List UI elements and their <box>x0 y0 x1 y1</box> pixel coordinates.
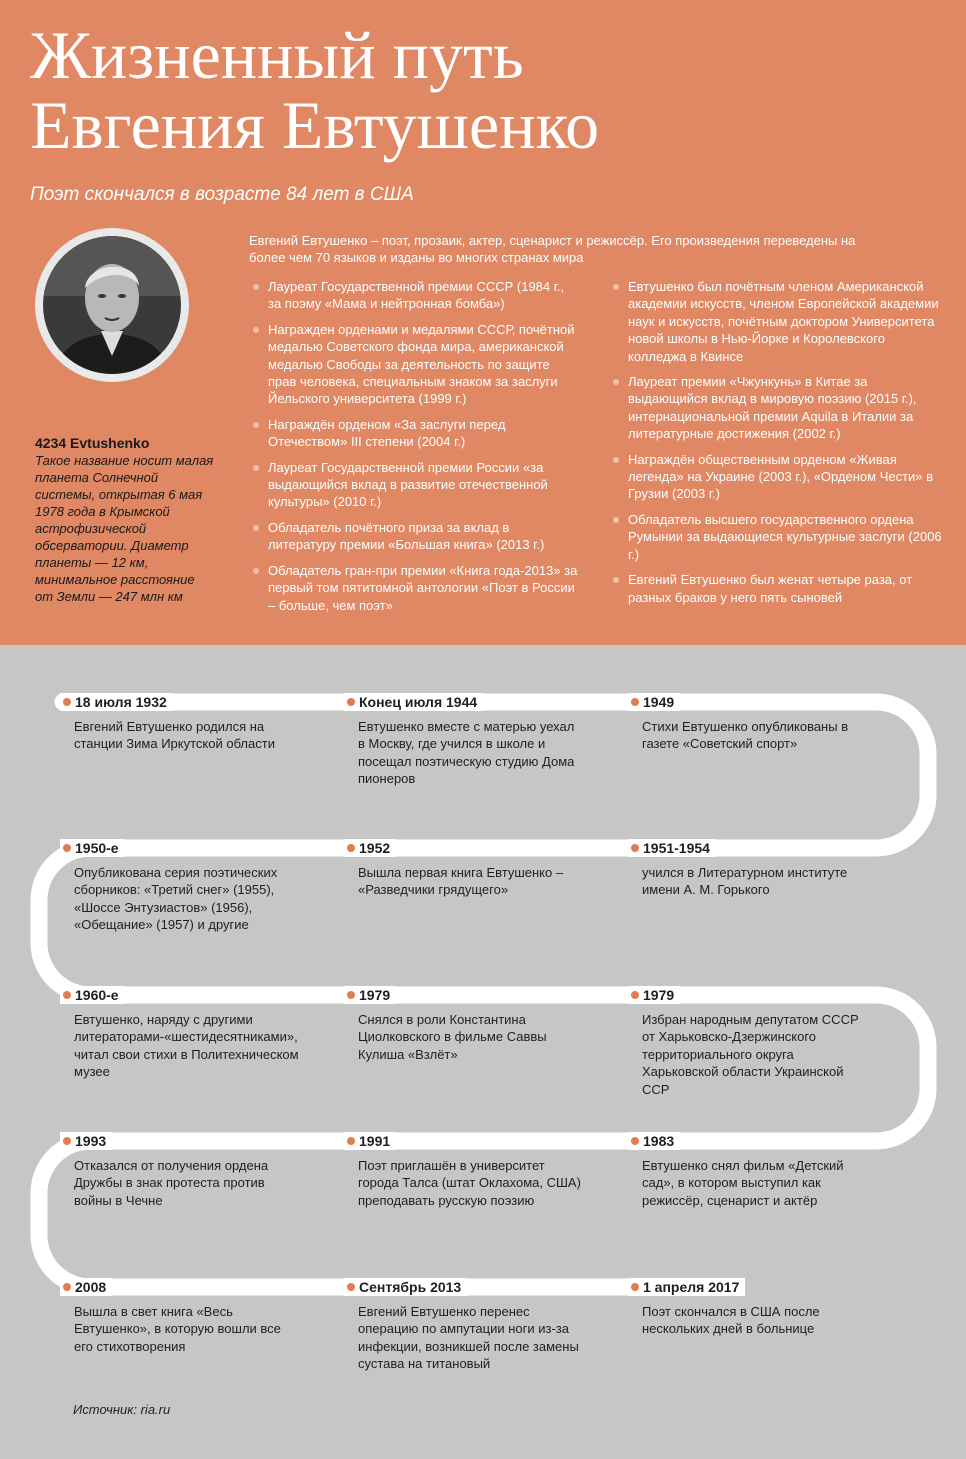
event-text: Евгений Евтушенко перенес операцию по ампутации ноги из-за инфекции, возникшей после замены сустава на титановый <box>358 1304 579 1372</box>
event-date: Конец июля 1944 <box>344 693 483 711</box>
intro-text: Евгений Евтушенко – поэт, прозаик, актер, сценарист и режиссёр. Его произведения переведены на более чем 70 языков и изданы во многих странах мира <box>249 233 856 265</box>
fact-item: Награждён общественным орденом «Живая легенда» на Украине (2003 г.), «Орденом Чести» в Грузии (2003 г.) <box>610 451 945 503</box>
event-text: Поэт скончался в США после нескольких дней в больнице <box>642 1304 820 1337</box>
timeline-event <box>60 986 300 1081</box>
event-date: 2008 <box>60 1278 112 1296</box>
event-date: 1960-е <box>60 986 125 1004</box>
title-line-1: Жизненный путь <box>30 17 524 93</box>
title-line-2: Евгения Евтушенко <box>30 87 600 163</box>
timeline-event <box>344 693 584 788</box>
timeline-event <box>344 986 584 1063</box>
fact-item: Обладатель почётного приза за вклад в литературу премии «Большая книга» (2013 г.) <box>250 519 580 554</box>
event-date: Сентябрь 2013 <box>344 1278 467 1296</box>
event-text: Евтушенко вместе с матерью уехал в Москву, где учился в школе и посещал поэтическую студию Дома пионеров <box>358 719 575 787</box>
event-text: Евтушенко, наряду с другими литераторами-«шестидесятниками», читал свои стихи в Политехническом музее <box>74 1012 299 1080</box>
fact-item: Награжден орденами и медалями СССР, почётной медалью Советского фонда мира, американской медалью Свободы за деятельность по защите прав человека, специальным знаком за заслуги Йельского университета (1999 г.) <box>250 321 580 408</box>
event-text: учился в Литературном институте имени А. М. Горького <box>642 865 848 898</box>
event-date: 1949 <box>628 693 680 711</box>
fact-item: Лауреат Государственной премии России «за выдающийся вклад в развитие отечественной культуры» (2010 г.) <box>250 459 580 511</box>
event-text: Отказался от получения ордена Дружбы в знак протеста против войны в Чечне <box>74 1158 269 1208</box>
timeline-event <box>60 1278 300 1355</box>
event-text: Стихи Евтушенко опубликованы в газете «Советский спорт» <box>642 719 849 752</box>
timeline-event <box>60 693 300 753</box>
source-credit: Источник: ria.ru <box>73 1402 171 1417</box>
planet-text: Такое название носит малая планета Солнечной системы, открытая 6 мая 1978 года в Крымской астрофизической обсерватории. Диаметр планеты — 12 км, минимальное расстояние от Земли — 247 млн км <box>35 453 214 604</box>
event-text: Избран народным депутатом СССР от Харьковско-Дзержинского территориального округа Харьковской области Украинской ССР <box>642 1012 859 1097</box>
fact-item: Обладатель высшего государственного ордена Румынии за выдающиеся культурные заслуги (2006 г.) <box>610 511 945 563</box>
timeline-event <box>60 1132 300 1209</box>
event-date: 1951-1954 <box>628 839 716 857</box>
timeline-event <box>60 839 300 934</box>
event-date: 1952 <box>344 839 396 857</box>
event-date: 1979 <box>344 986 396 1004</box>
event-date: 1993 <box>60 1132 112 1150</box>
fact-item: Евтушенко был почётным членом Американской академии искусств, членом Европейской академии наук и искусств, почётным доктором Университета новой школы в Нью-Йорке и Королевского колледжа в Квинсе <box>610 278 945 365</box>
timeline-event <box>344 1132 584 1209</box>
event-date: 1 апреля 2017 <box>628 1278 745 1296</box>
event-text: Вышла первая книга Евтушенко – «Разведчики грядущего» <box>358 865 564 898</box>
fact-item: Лауреат премии «Чжункунь» в Китае за выдающийся вклад в мировую поэзию (2015 г.), интернациональной премии Aquila в Италии за литературные достижения (2002 г.) <box>610 373 945 443</box>
timeline-event <box>628 1278 868 1338</box>
event-text: Вышла в свет книга «Весь Евтушенко», в которую вошли все его стихотворения <box>74 1304 281 1354</box>
timeline-event <box>344 1278 584 1373</box>
event-date: 1950-е <box>60 839 125 857</box>
event-text: Опубликована серия поэтических сборников: «Третий снег» (1955), «Шоссе Энтузиастов» (1956), «Обещание» (1957) и другие <box>74 865 278 933</box>
page-subtitle: Поэт скончался в возрасте 84 лет в США <box>30 184 414 205</box>
timeline-event <box>628 693 868 753</box>
fact-item: Евгений Евтушенко был женат четыре раза, от разных браков у него пять сыновей <box>610 571 945 606</box>
event-date: 18 июля 1932 <box>60 693 173 711</box>
event-date: 1979 <box>628 986 680 1004</box>
timeline-event <box>344 839 584 899</box>
fact-item: Награждён орденом «За заслуги перед Отечеством» III степени (2004 г.) <box>250 416 580 451</box>
timeline-event <box>628 839 868 899</box>
timeline-event <box>628 986 868 1098</box>
event-text: Евгений Евтушенко родился на станции Зима Иркутской области <box>74 719 275 752</box>
event-text: Снялся в роли Константина Циолковского в фильме Саввы Кулиша «Взлёт» <box>358 1012 547 1062</box>
planet-title: 4234 Evtushenko <box>35 435 150 451</box>
timeline-event <box>628 1132 868 1209</box>
event-date: 1983 <box>628 1132 680 1150</box>
event-date: 1991 <box>344 1132 396 1150</box>
event-text: Поэт приглашён в университет города Талса (штат Оклахома, США) преподавать русскую поэзию <box>358 1158 581 1208</box>
fact-item: Лауреат Государственной премии СССР (1984 г., за поэму «Мама и нейтронная бомба») <box>250 278 580 313</box>
event-text: Евтушенко снял фильм «Детский сад», в котором выступил как режиссёр, сценарист и актёр <box>642 1158 844 1208</box>
fact-item: Обладатель гран-при премии «Книга года-2013» за первый том пятитомной антологии «Поэт в России – больше, чем поэт» <box>250 562 580 614</box>
